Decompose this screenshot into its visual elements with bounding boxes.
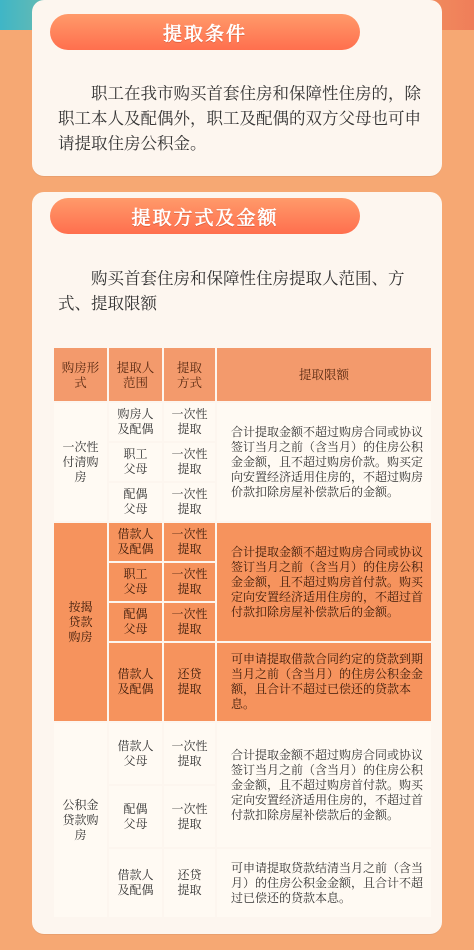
method-cell: 一次性提取 [163, 785, 216, 848]
purchase-form-cell: 一次性付清购房 [53, 402, 108, 522]
method-cell: 一次性提取 [163, 522, 216, 562]
purchase-form-cell: 按揭贷款购房 [53, 522, 108, 722]
scope-cell: 配偶父母 [108, 602, 163, 642]
method-cell: 一次性提取 [163, 402, 216, 442]
limit-cell: 合计提取金额不超过购房合同或协议签订当月之前（含当月）的住房公积金金额，且不超过购房价款。购买定向安置经济适用住房的，不超过购房价款扣除房屋补偿款后的金额。 [216, 402, 432, 522]
scope-cell: 借款人及配偶 [108, 642, 163, 722]
header-purchase-form: 购房形式 [53, 347, 108, 402]
methods-banner [50, 198, 360, 234]
table-row [53, 522, 432, 562]
scope-cell: 借款人父母 [108, 722, 163, 785]
method-cell: 一次性提取 [163, 442, 216, 482]
limit-cell: 合计提取金额不超过购房合同或协议签订当月之前（含当月）的住房公积金金额，且不超过购房首付款。购买定向安置经济适用住房的，不超过首付款扣除房屋补偿款后的金额。 [216, 722, 432, 848]
method-cell: 一次性提取 [163, 722, 216, 785]
limit-cell: 可申请提取贷款结清当月之前（含当月）的住房公积金金额，且合计不超过已偿还的贷款本息。 [216, 848, 432, 918]
scope-cell: 购房人及配偶 [108, 402, 163, 442]
method-cell: 一次性提取 [163, 562, 216, 602]
scope-cell: 职工父母 [108, 562, 163, 602]
method-cell: 一次性提取 [163, 602, 216, 642]
scope-cell: 职工父母 [108, 442, 163, 482]
table-row [53, 722, 432, 785]
method-cell: 一次性提取 [163, 482, 216, 522]
conditions-title: 提取条件 [162, 22, 247, 45]
methods-intro: 购买首套住房和保障性住房提取人范围、方式、提取限额 [58, 269, 405, 313]
scope-cell: 借款人及配偶 [108, 522, 163, 562]
scope-cell: 配偶父母 [108, 785, 163, 848]
scope-cell: 借款人及配偶 [108, 848, 163, 918]
methods-title: 提取方式及金额 [131, 206, 279, 229]
withdrawal-table [52, 346, 433, 919]
method-cell: 还贷提取 [163, 642, 216, 722]
limit-cell: 可申请提取借款合同约定的贷款到期当月之前（含当月）的住房公积金金额，且合计不超过已偿还的贷款本息。 [216, 642, 432, 722]
purchase-form-cell: 公积金贷款购房 [53, 722, 108, 918]
table-header-row [53, 347, 432, 402]
limit-cell: 合计提取金额不超过购房合同或协议签订当月之前（含当月）的住房公积金金额，且不超过购房首付款。购买定向安置经济适用住房的，不超过首付款扣除房屋补偿款后的金额。 [216, 522, 432, 642]
conditions-banner [50, 14, 360, 50]
header-scope: 提取人范围 [108, 347, 163, 402]
method-cell: 还贷提取 [163, 848, 216, 918]
scope-cell: 配偶父母 [108, 482, 163, 522]
table-row [53, 848, 432, 918]
conditions-text: 职工在我市购买首套住房和保障性住房的，除职工本人及配偶外，职工及配偶的双方父母也可申请提取住房公积金。 [58, 84, 421, 153]
header-method: 提取方式 [163, 347, 216, 402]
table-row [53, 402, 432, 442]
header-limit: 提取限额 [216, 347, 432, 402]
table-row [53, 642, 432, 722]
